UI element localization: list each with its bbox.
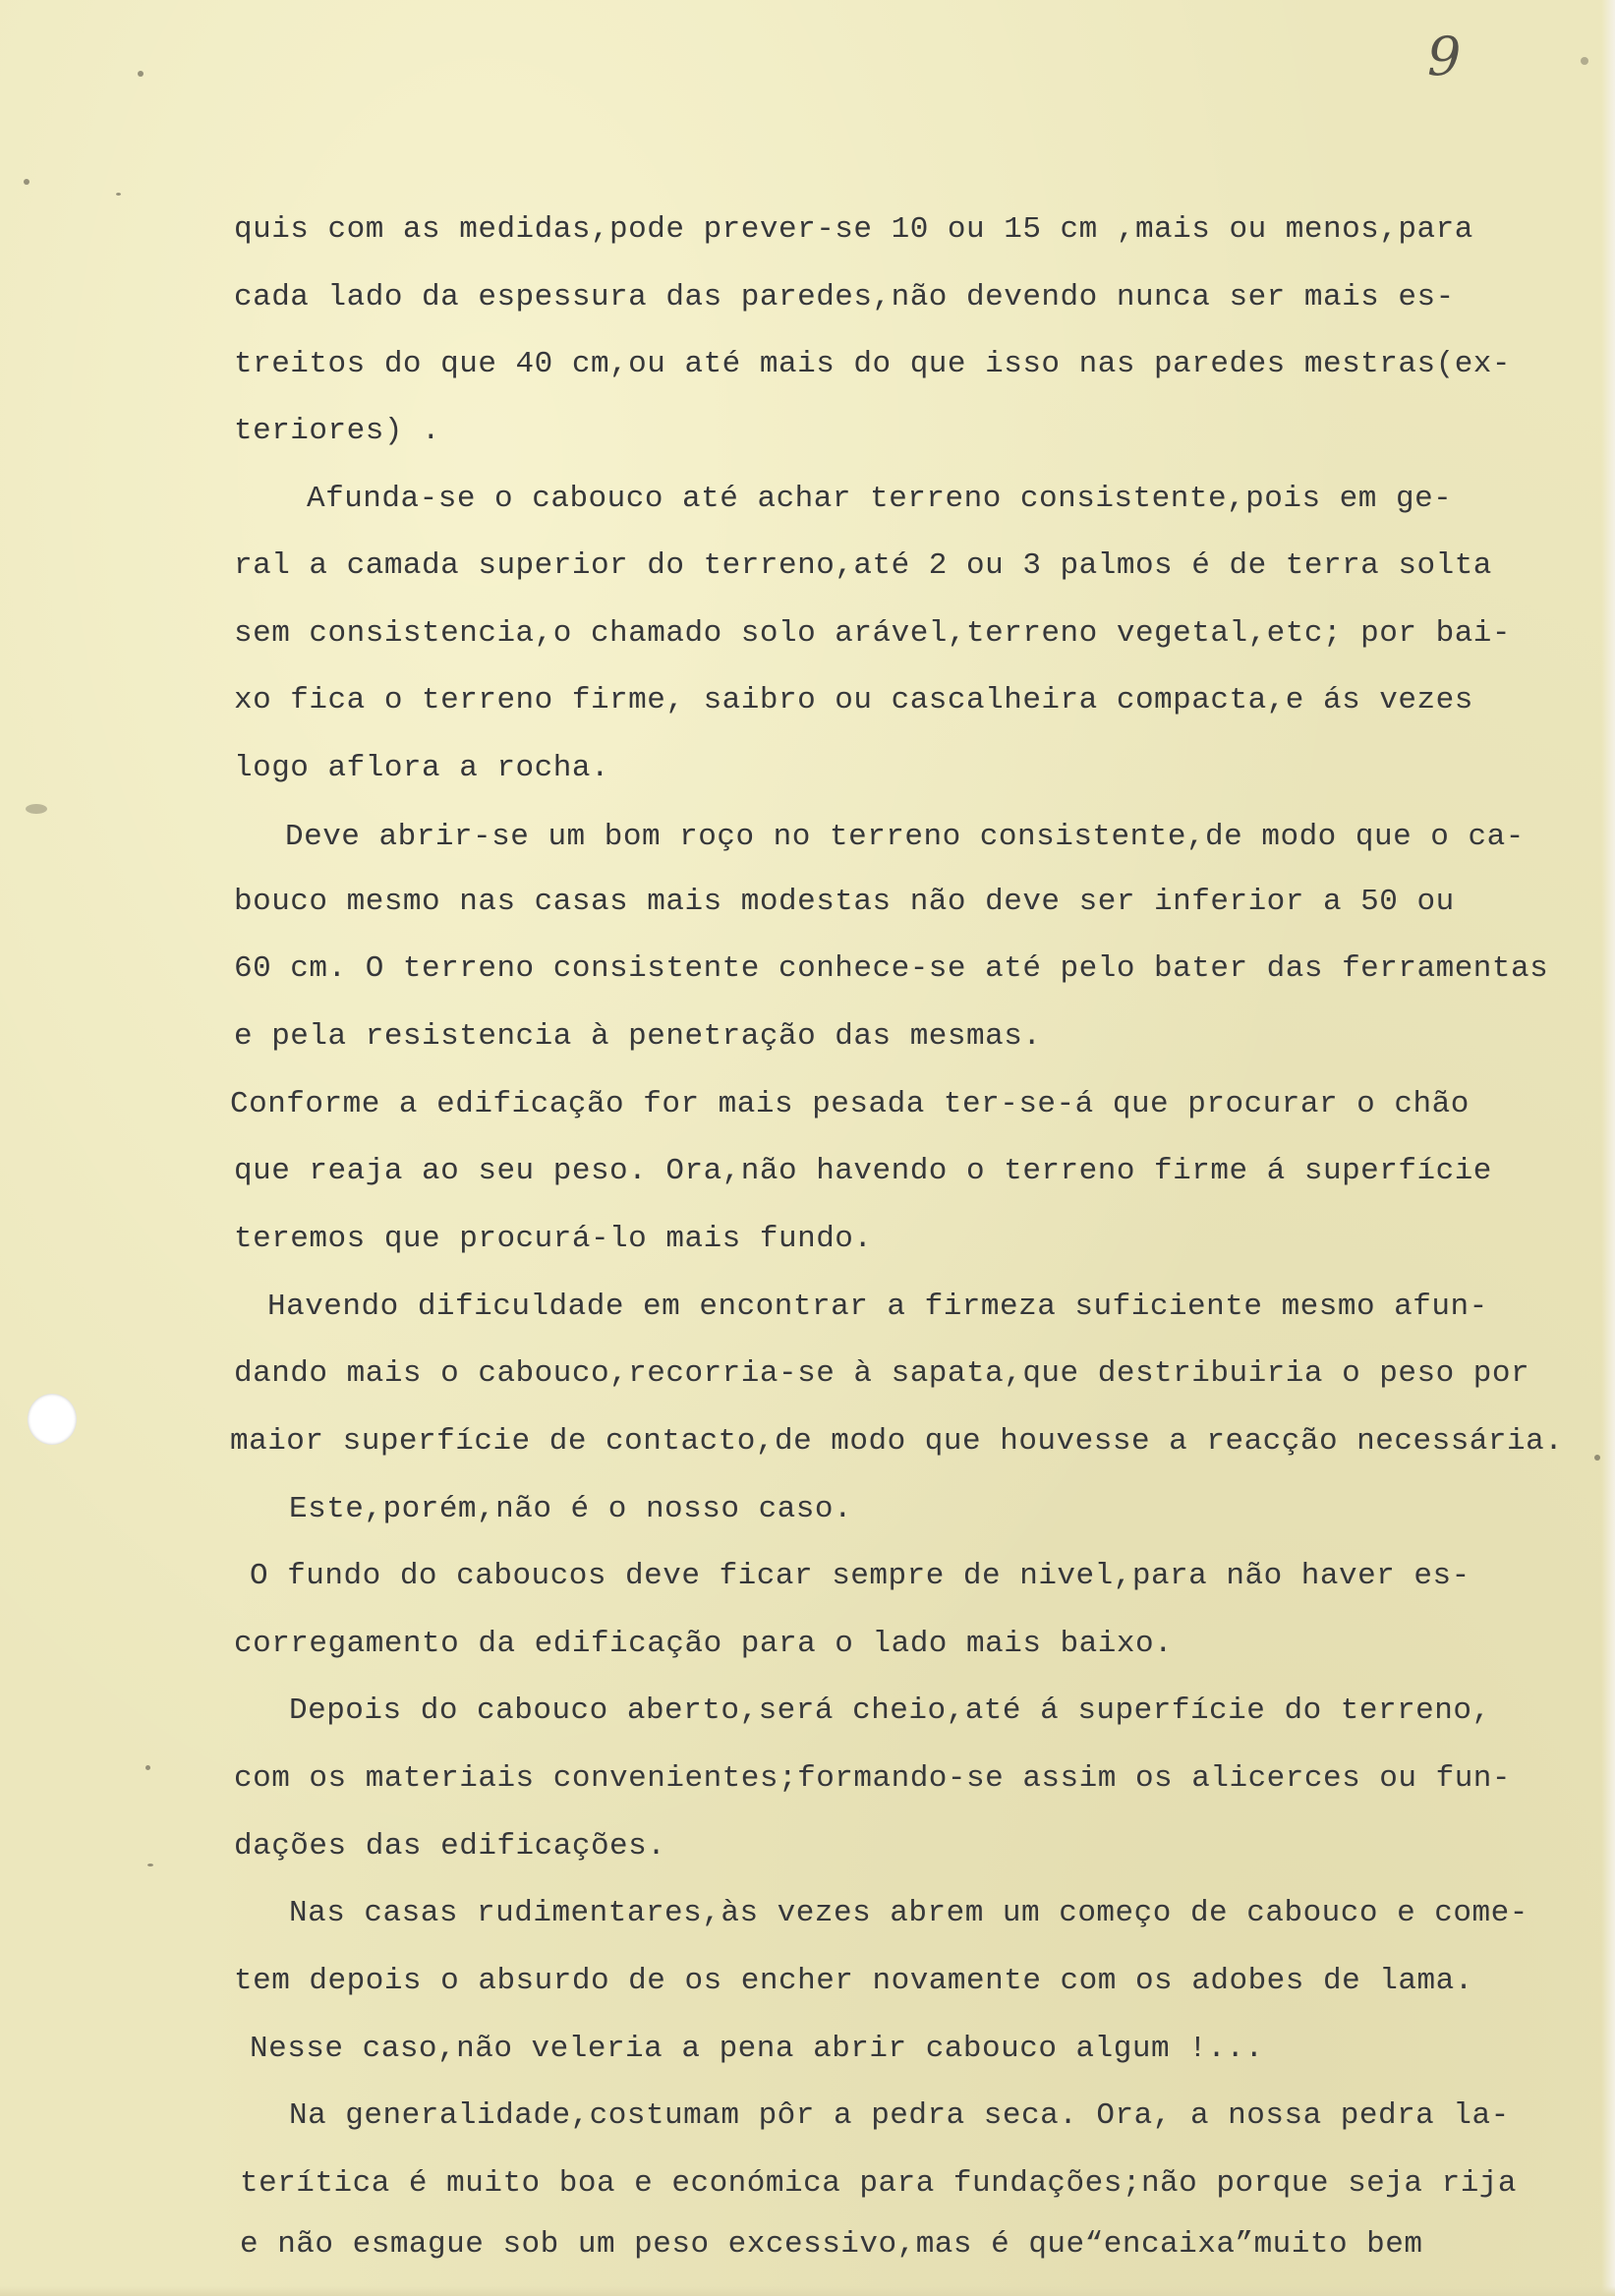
text-line: corregamento da edificação para o lado mais baixo. xyxy=(234,1627,1174,1661)
text-line: dações das edificações. xyxy=(234,1829,666,1864)
text-line: terítica é muito boa e económica para fundações;não porque seja rija xyxy=(240,2166,1518,2201)
text-line: Depois do cabouco aberto,será cheio,até á superfície do terreno, xyxy=(289,1693,1491,1728)
text-line: sem consistencia,o chamado solo arável,terreno vegetal,etc; por bai- xyxy=(234,616,1512,651)
paper-bottom-edge xyxy=(0,2286,1615,2296)
text-line: O fundo do caboucos deve ficar sempre de nivel,para não haver es- xyxy=(250,1559,1471,1593)
text-line: ral a camada superior do terreno,até 2 ou 3 palmos é de terra solta xyxy=(234,548,1492,583)
text-line: que reaja ao seu peso. Ora,não havendo o terreno firme á superfície xyxy=(234,1154,1492,1188)
text-line: Nesse caso,não veleria a pena abrir cabouco algum !... xyxy=(250,2032,1264,2066)
text-line: treitos do que 40 cm,ou até mais do que isso nas paredes mestras(ex- xyxy=(234,347,1512,381)
text-line: dando mais o cabouco,recorria-se à sapata,que destribuiria o peso por xyxy=(234,1356,1530,1391)
paper-stain xyxy=(26,804,47,814)
page-number: 9 xyxy=(1427,26,1462,87)
text-line: e pela resistencia à penetração das mesmas. xyxy=(234,1019,1042,1054)
text-line: Havendo dificuldade em encontrar a firmeza suficiente mesmo afun- xyxy=(267,1290,1488,1324)
text-line: Conforme a edificação for mais pesada ter-se-á que procurar o chão xyxy=(230,1087,1470,1121)
text-line: xo fica o terreno firme, saibro ou cascalheira compacta,e ás vezes xyxy=(234,683,1473,718)
text-line: tem depois o absurdo de os encher novamente com os adobes de lama. xyxy=(234,1964,1473,1998)
text-line: teremos que procurá-lo mais fundo. xyxy=(234,1222,873,1256)
text-line: Nas casas rudimentares,às vezes abrem um começo de cabouco e come- xyxy=(289,1896,1528,1930)
text-line: logo aflora a rocha. xyxy=(234,751,610,785)
paper-speck xyxy=(1581,57,1588,65)
text-line: teriores) . xyxy=(234,414,441,448)
paper-speck xyxy=(116,193,121,196)
punch-hole xyxy=(28,1394,77,1445)
paper-speck xyxy=(138,71,144,77)
text-line: e não esmague sob um peso excessivo,mas é que“encaixa”muito bem xyxy=(240,2227,1423,2262)
text-line: maior superfície de contacto,de modo que houvesse a reacção necessária. xyxy=(230,1424,1564,1459)
text-line: cada lado da espessura das paredes,não devendo nunca ser mais es- xyxy=(234,280,1455,315)
paper-speck xyxy=(147,1864,153,1866)
text-line: 60 cm. O terreno consistente conhece-se até pelo bater das ferramentas xyxy=(234,951,1549,986)
text-line: com os materiais convenientes;formando-se assim os alicerces ou fun- xyxy=(234,1761,1512,1796)
text-line: Na generalidade,costumam pôr a pedra seca. Ora, a nossa pedra la- xyxy=(289,2098,1510,2133)
paper-speck xyxy=(145,1765,150,1770)
paper-speck xyxy=(1594,1455,1600,1461)
text-line: quis com as medidas,pode prever-se 10 ou 15 cm ,mais ou menos,para xyxy=(234,212,1473,247)
paper-edge xyxy=(1601,0,1615,2296)
text-line: Afunda-se o cabouco até achar terreno consistente,pois em ge- xyxy=(307,482,1453,516)
text-line: Deve abrir-se um bom roço no terreno consistente,de modo que o ca- xyxy=(285,820,1525,854)
text-line: Este,porém,não é o nosso caso. xyxy=(289,1492,853,1526)
paper-speck xyxy=(24,179,29,185)
text-line: bouco mesmo nas casas mais modestas não deve ser inferior a 50 ou xyxy=(234,885,1455,919)
